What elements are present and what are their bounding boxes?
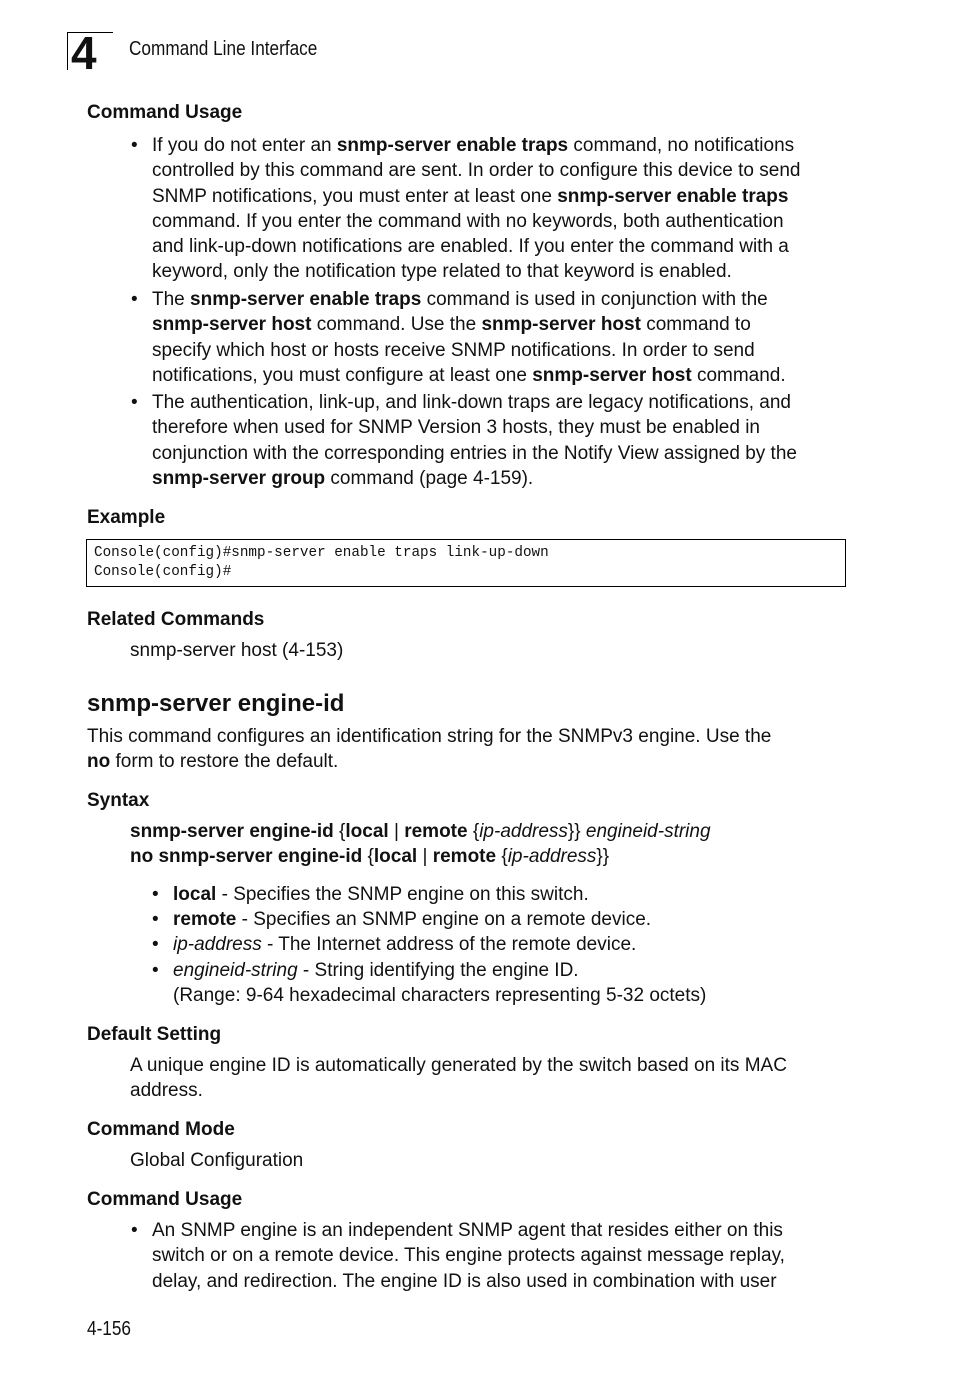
param-ip-address: ip-address - The Internet address of the remote device. xyxy=(173,934,637,955)
syntax-heading: Syntax xyxy=(87,790,150,811)
usage1-bullet1-text: If you do not enter an snmp-server enable traps command, no notifications controlled by this command are sent. In order to configure this device to send SNMP notifications, you must enter at least one snmp-server enable traps command. If you enter the command with no keywords, both authentication and link-up-down notifications are enabled. If you enter the command with a keyword, only the notification type related to that keyword is enabled. xyxy=(152,135,801,283)
syntax-lines: snmp-server engine-id {local | remote {ip-address}} engineid-string no snmp-server engine-id {local | remote {ip-address}} xyxy=(130,821,711,868)
bullet-marker: • xyxy=(131,1220,138,1241)
page-number: 4-156 xyxy=(87,1318,131,1340)
example-heading: Example xyxy=(87,507,166,528)
chapter-title: Command Line Interface xyxy=(129,38,318,60)
usage1-bullet3-text: The authentication, link-up, and link-down traps are legacy notifications, and therefore when used for SNMP Version 3 hosts, they must be enabled in conjunction with the corresponding entries in the Notify View assigned by the snmp-server group command (page 4-159). xyxy=(152,392,797,489)
command-mode-text: Global Configuration xyxy=(130,1150,304,1171)
related-commands-heading: Related Commands xyxy=(87,609,265,630)
related-command-text: snmp-server host (4-153) xyxy=(130,640,344,661)
command-mode-heading: Command Mode xyxy=(87,1119,235,1140)
bullet-marker: • xyxy=(152,909,159,930)
bullet-marker: • xyxy=(152,934,159,955)
bullet-marker: • xyxy=(131,392,138,413)
command-usage-heading: Command Usage xyxy=(87,102,243,123)
default-setting-text: A unique engine ID is automatically generated by the switch based on its MAC address. xyxy=(130,1055,787,1102)
section-title: snmp-server engine-id xyxy=(87,690,345,717)
bullet-marker: • xyxy=(131,135,138,156)
param-local: local - Specifies the SNMP engine on this switch. xyxy=(173,884,589,905)
bullet-marker: • xyxy=(152,960,159,981)
default-setting-heading: Default Setting xyxy=(87,1024,222,1045)
section-intro: This command configures an identification string for the SNMPv3 engine. Use the no form to restore the default. xyxy=(87,726,772,773)
command-usage-heading-2: Command Usage xyxy=(87,1189,243,1210)
code-example: Console(config)#snmp-server enable traps link-up-down Console(config)# xyxy=(86,539,846,587)
chapter-number: 4 xyxy=(67,32,113,70)
param-remote: remote - Specifies an SNMP engine on a remote device. xyxy=(173,909,652,930)
param-engineid-string: engineid-string - String identifying the engine ID. (Range: 9-64 hexadecimal characters representing 5-32 octets) xyxy=(173,960,707,1007)
bullet-marker: • xyxy=(152,884,159,905)
usage2-bullet1-text: An SNMP engine is an independent SNMP agent that resides either on this switch or on a remote device. This engine protects against message replay, delay, and redirection. The engine ID is also used in combination with user xyxy=(152,1220,785,1292)
bullet-marker: • xyxy=(131,289,138,310)
usage1-bullet2-text: The snmp-server enable traps command is used in conjunction with the snmp-server host command. Use the snmp-server host command to specify which host or hosts receive SNMP notifications. In order to send notifications, you must configure at least one snmp-server host command. xyxy=(152,289,786,386)
